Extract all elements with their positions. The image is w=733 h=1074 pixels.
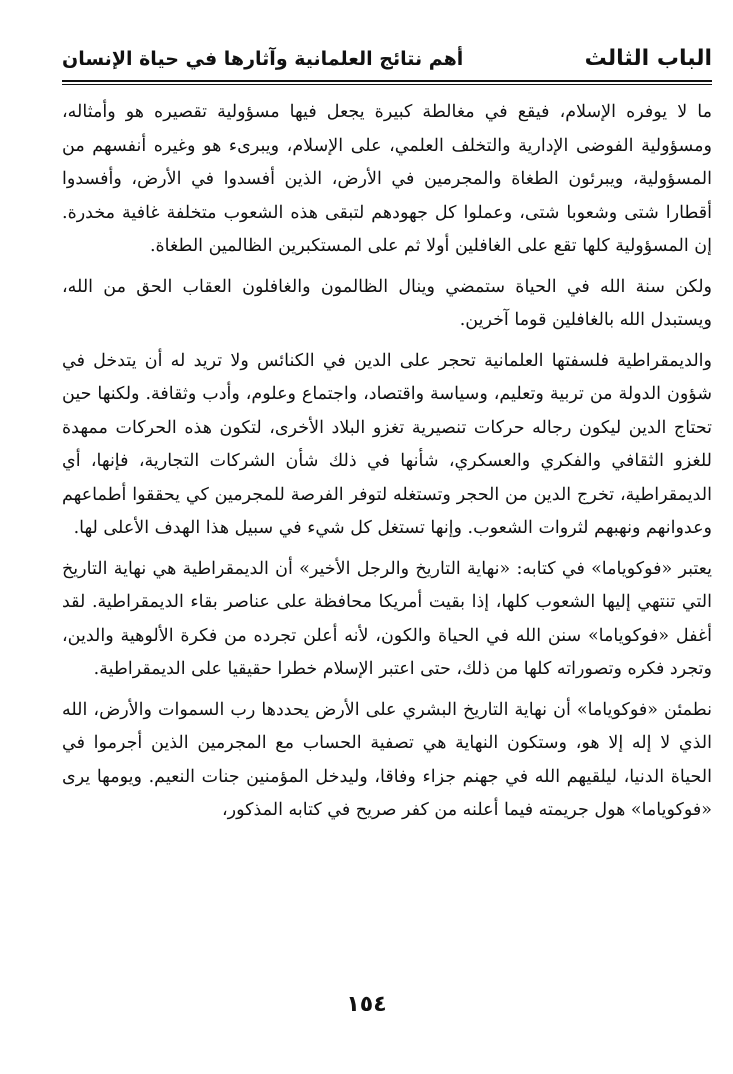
page-body	[62, 96, 712, 835]
paragraph-1: ما لا يوفره الإسلام، فيقع في مغالطة كبيرة يجعل فيها مسؤولية تقصيره هو وأمثاله، ومسؤولية الفوضى الإدارية والتخلف العلمي، على الإسلام، ويبرىء هو وغيره أنفسهم من المسؤولية، ويبرئون الطغاة والمجرمين في الأرض، الذين أفسدوا في الأرض، وأفسدوا أقطارا شتى وشعوبا شتى، وعملوا كل جهودهم لتبقى هذه الشعوب متخلفة غافية مخدرة. إن المسؤولية كلها تقع على الغافلين أولا ثم على المستكبرين الظالمين الطغاة.	[62, 102, 712, 256]
paragraph-3: والديمقراطية فلسفتها العلمانية تحجر على الدين في الكنائس ولا تريد له أن يتدخل في شؤون الدولة من تربية وتعليم، وسياسة واقتصاد، واجتماع وعلوم، وأدب وثقافة. ولكنها حين تحتاج الدين ليكون رجاله حركات تنصيرية تغزو البلاد الأخرى، لتكون هذه الحركات ممهدة للغزو الثقافي والفكري والعسكري، شأنها في ذلك شأن الشركات التجارية، فإنها، أي الديمقراطية، تخرج الدين من الحجر وتستغله لتوفر الفرصة للمجرمين كي يحققوا أطماعهم وعدوانهم ونهبهم لثروات الشعوب. وإنها تستغل كل شيء في سبيل هذا الهدف الأعلى لها.	[62, 350, 712, 538]
chapter-title: أهم نتائج العلمانية وآثارها في حياة الإنسان	[62, 48, 464, 70]
paragraph-2: ولكن سنة الله في الحياة ستمضي وينال الظالمون والغافلون العقاب الحق من الله، ويستبدل الله بالغافلين قوما آخرين.	[62, 276, 712, 330]
running-header	[62, 40, 712, 86]
header-rule-thin	[62, 84, 712, 85]
page-number: ١٥٤	[346, 992, 387, 1017]
paragraph-5: نطمئن «فوكوياما» أن نهاية التاريخ البشري على الأرض يحددها رب السموات والأرض، الله الذي لا إله إلا هو، وستكون النهاية هي تصفية الحساب مع المجرمين الذين أجرموا في الحياة الدنيا، ليلقيهم الله في جهنم جزاء وفاقا، وليدخل المؤمنين جنات النعيم. ويومها يرى «فوكوياما» هول جريمته فيما أعلنه من كفر صريح في كتابه المذكور،	[62, 699, 712, 820]
chapter-label: الباب الثالث	[584, 46, 712, 71]
paragraph-4: يعتبر «فوكوياما» في كتابه: «نهاية التاريخ والرجل الأخير» أن الديمقراطية هي نهاية التاريخ التي تنتهي إليها الشعوب كلها، إذا بقيت أمريكا محافظة على عناصر بقاء الديمقراطية. لقد أغفل «فوكوياما» سنن الله في الحياة والكون، لأنه أعلن تجرده من فكرة الألوهية والدين، وتجرد فكره وتصوراته كلها من ذلك، حتى اعتبر الإسلام خطرا حقيقيا على الديمقراطية.	[62, 558, 712, 679]
header-rule-thick	[62, 80, 712, 82]
